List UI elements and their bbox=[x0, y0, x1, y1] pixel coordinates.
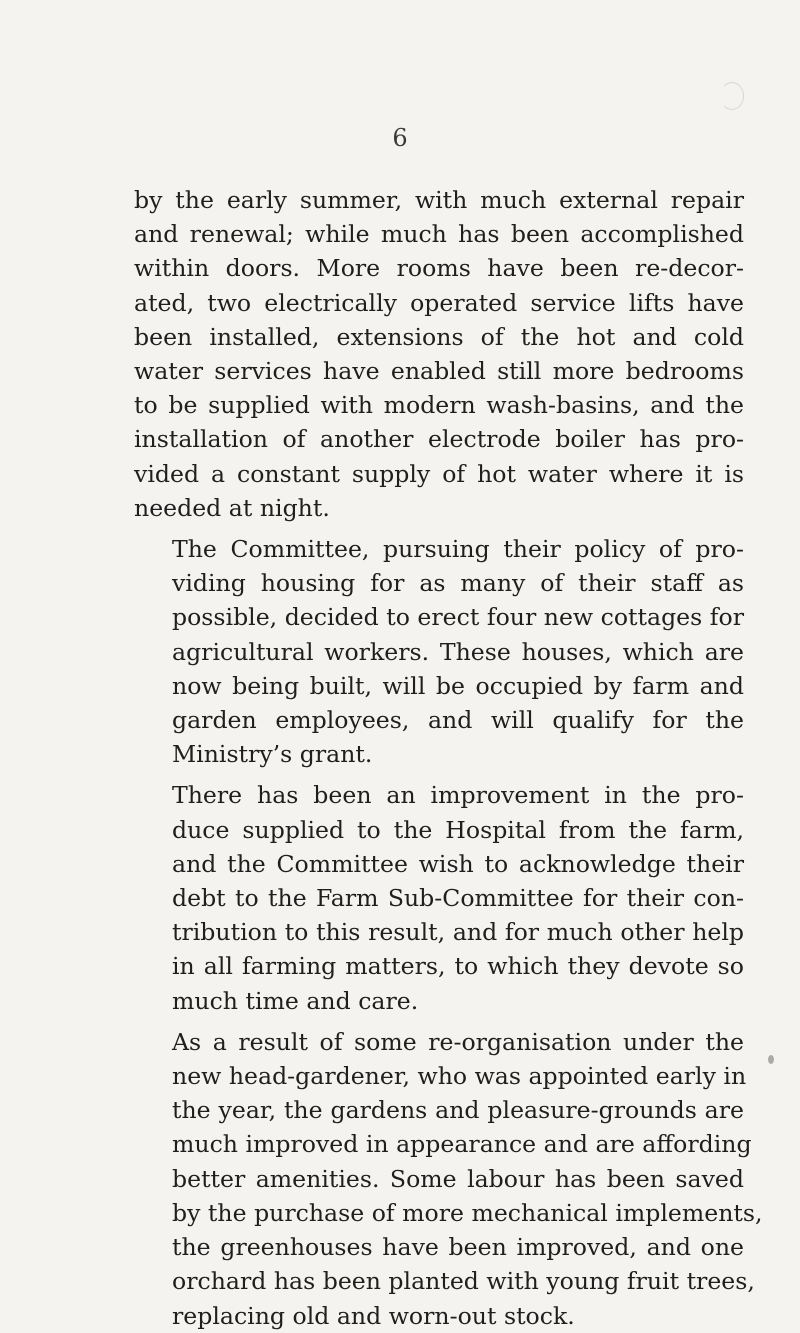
text-line: within doors. More rooms have been re-decor- bbox=[134, 254, 744, 283]
text-line: tribution to this result, and for much other help bbox=[172, 918, 744, 947]
text-line: to be supplied with modern wash-basins, and the bbox=[134, 391, 744, 420]
text-line: The Committee, pursuing their policy of pro- bbox=[172, 535, 744, 564]
text-line: and renewal; while much has been accomplished bbox=[134, 220, 744, 249]
text-line: better amenities. Some labour has been saved bbox=[172, 1164, 744, 1193]
text-line: ated, two electrically operated service lifts have bbox=[134, 288, 744, 317]
text-line: orchard has been planted with young fruit trees, bbox=[172, 1267, 755, 1296]
text-line: water services have enabled still more bedrooms bbox=[134, 357, 744, 386]
text-line: in all farming matters, to which they devote so bbox=[172, 952, 744, 981]
text-line: much time and care. bbox=[172, 986, 419, 1015]
text-line: installation of another electrode boiler has pro- bbox=[134, 425, 744, 454]
text-line: new head-gardener, who was appointed early in bbox=[172, 1062, 747, 1091]
text-line: As a result of some re-organisation under the bbox=[172, 1027, 744, 1056]
body-text bbox=[134, 183, 763, 1333]
text-line: by the purchase of more mechanical implements, bbox=[172, 1198, 763, 1227]
text-line: the year, the gardens and pleasure-grounds are bbox=[172, 1096, 744, 1125]
text-line: agricultural workers. These houses, which are bbox=[172, 637, 744, 666]
text-line: possible, decided to erect four new cottages for bbox=[172, 603, 744, 632]
text-line: garden employees, and will qualify for the bbox=[172, 706, 744, 735]
text-line: viding housing for as many of their staff as bbox=[172, 569, 744, 598]
faint-ring-mark bbox=[720, 82, 744, 110]
text-line: much improved in appearance and are affording bbox=[172, 1130, 752, 1159]
paragraph-4 bbox=[134, 1025, 763, 1333]
print-speck bbox=[768, 1055, 774, 1064]
text-line: There has been an improvement in the pro- bbox=[172, 781, 744, 810]
text-line: vided a constant supply of hot water where it is bbox=[134, 459, 744, 488]
paragraph-2 bbox=[134, 532, 744, 771]
text-line: debt to the Farm Sub-Committee for their con- bbox=[172, 884, 744, 913]
text-line: needed at night. bbox=[134, 493, 330, 522]
text-line: Ministry’s grant. bbox=[172, 740, 373, 769]
text-line: and the Committee wish to acknowledge their bbox=[172, 849, 744, 878]
paragraph-1 bbox=[134, 183, 744, 525]
page-number: 6 bbox=[392, 124, 408, 152]
paragraph-3 bbox=[134, 778, 744, 1017]
text-line: by the early summer, with much external repair bbox=[134, 186, 744, 214]
text-line: been installed, extensions of the hot and cold bbox=[134, 322, 744, 351]
text-line: duce supplied to the Hospital from the farm, bbox=[172, 815, 744, 844]
text-line: now being built, will be occupied by farm and bbox=[172, 671, 744, 700]
text-line: replacing old and worn-out stock. bbox=[172, 1301, 575, 1330]
text-line: the greenhouses have been improved, and one bbox=[172, 1233, 744, 1262]
